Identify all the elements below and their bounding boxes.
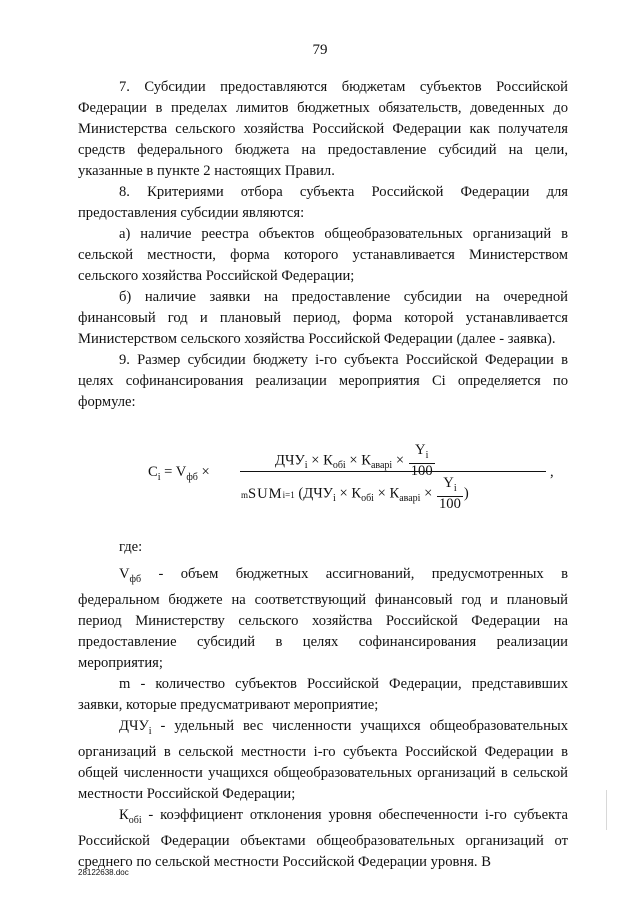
paragraph-9: 9. Размер субсидии бюджету i-го субъекта Российской Федерации в целях софинансирования реализации мероприятия Ci определяется по формуле:: [78, 352, 568, 410]
definition-kob: $К_{обi}$ - коэффициент отклонения уровня обеспеченности i-го субъекта Российской Федерации объектами общеобразовательных организаций от среднего по сельской местности Российской Федерации уровня. В: [78, 806, 568, 870]
definition-dchu: $ДЧУ_i$ - удельный вес численности учащихся общеобразовательных организаций в сельской местности i-го субъекта Российской Федерации в общей численности учащихся общеобразовательных организаций в сельской местности Российской Федерации;: [78, 717, 568, 802]
subsidy-formula: [78, 430, 568, 516]
formula-lhs: $C_i = V_{фб}$ ×: [148, 464, 210, 483]
paragraph-8b: б) наличие заявки на предоставление субсидии на очередной финансовый год и плановый период, форма которой устанавливается Министерством сельского хозяйства Российской Федерации (далее - заявка).: [78, 289, 568, 347]
paragraph-8a: а) наличие реестра объектов общеобразовательных организаций в сельской местности, форма которого устанавливается Министерством сельского хозяйства Российской Федерации;: [78, 226, 568, 284]
page-number: 79: [312, 42, 328, 58]
formula-comma: ,: [550, 464, 554, 480]
document-body: [78, 77, 568, 873]
paragraph-8: 8. Критериями отбора субъекта Российской Федерации для предоставления субсидии являются:: [78, 184, 568, 221]
formula-denominator: mSUMi=1 ($ДЧУ_i \times К_{обi} \times К_{аварi}$ × $\frac{Y_i}{100}$ ): [241, 475, 469, 512]
file-name-footer: 28122638.doc: [78, 868, 129, 877]
scan-margin-mark: [606, 790, 607, 830]
paragraph-7: 7. Субсидии предоставляются бюджетам субъектов Российской Федерации в пределах лимитов бюджетных обязательств, доведенных до Министерства сельского хозяйства Российской Федерации как получателя средств федерального бюджета на предоставление субсидий на цели, указанные в пункте 2 настоящих Правил.: [78, 79, 568, 179]
definition-m: m - количество субъектов Российской Федерации, представивших заявки, которые предусматривают мероприятие;: [78, 675, 568, 713]
formula-numerator: $ДЧУ_i \times К_{обi} \times К_{аварi}$ × $\frac{Y_i}{100}$: [275, 442, 433, 479]
formula-fraction-bar: [240, 471, 546, 472]
definition-vfb: $V_{фб}$ - объем бюджетных ассигнований, предусмотренных в федеральном бюджете на соответствующий финансовый год и плановый период Министерству сельского хозяйства Российской Федерации на предоставление субсидий в целях софинансирования реализации мероприятия;: [78, 566, 568, 671]
where-label: где:: [119, 539, 143, 555]
